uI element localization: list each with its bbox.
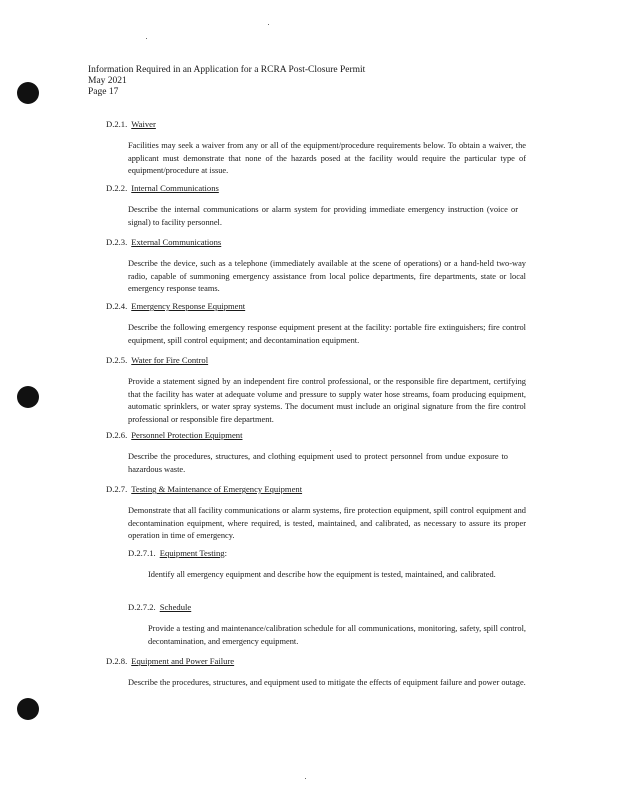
section-number: D.2.6.: [106, 430, 128, 440]
section-heading-schedule: [128, 602, 191, 613]
section-body-equipment-power-failure: Describe the procedures, structures, and equipment used to mitigate the effects of equipment failure and power outage.: [128, 678, 526, 687]
section-heading-equipment-power-failure: [106, 656, 234, 667]
document-header: [88, 65, 365, 98]
section-number: D.2.3.: [106, 237, 128, 247]
section-heading-internal-communications: [106, 183, 219, 194]
header-title: Information Required in an Application for a RCRA Post-Closure Permit: [88, 65, 366, 75]
section-body-testing-maintenance: Demonstrate that all facility communications or alarm systems, fire protection equipment, spill control equipment and decontamination equipment, where required, is tested, maintained, and calibrated, as necessary to assure its proper operation in time of emergency.: [128, 506, 526, 540]
binder-hole-bottom: [17, 698, 39, 720]
section-number: D.2.5.: [106, 355, 128, 365]
section-title: Schedule: [159, 602, 192, 612]
binder-hole-top: [17, 82, 39, 104]
binder-hole-middle: [17, 386, 39, 408]
section-number: D.2.1.: [106, 119, 128, 129]
section-number: D.2.8.: [106, 656, 128, 666]
section-heading-emergency-response-equipment: [106, 301, 245, 312]
section-heading-waiver: [106, 119, 156, 130]
header-page-number: Page 17: [88, 87, 119, 97]
section-title: Personnel Protection Equipment: [131, 430, 243, 440]
section-body-waiver: Facilities may seek a waiver from any or all of the equipment/procedure requirements below. To obtain a waiver, the applicant must demonstrate that none of the hazards posed at the facility would require the particular type of equipment/procedure at issue.: [128, 141, 526, 175]
section-number: D.2.4.: [106, 301, 128, 311]
section-number: D.2.2.: [106, 183, 128, 193]
section-title: Equipment and Power Failure: [131, 656, 235, 666]
section-body-water-for-fire-control: Provide a statement signed by an independent fire control professional, or the responsible fire department, certifying that the facility has water at adequate volume and pressure to supply water hose streams, foam producing equipment, automatic sprinklers, or water spray systems. The document must include an original signature from the fire control professional or responsible fire department.: [128, 377, 526, 424]
section-heading-testing-maintenance: [106, 484, 302, 495]
section-title: Testing & Maintenance of Emergency Equipment: [131, 484, 303, 494]
scan-speck: [146, 38, 147, 39]
section-body-equipment-testing: Identify all emergency equipment and describe how the equipment is tested, maintained, and calibrated.: [148, 570, 496, 579]
section-heading-external-communications: [106, 237, 221, 248]
section-title: Emergency Response Equipment: [131, 301, 246, 311]
section-title-suffix: :: [224, 548, 227, 558]
header-date: May 2021: [88, 76, 127, 86]
scan-speck: [305, 778, 306, 779]
scan-speck: [268, 24, 269, 25]
section-title: Internal Communications: [131, 183, 219, 193]
section-title: Water for Fire Control: [131, 355, 209, 365]
section-body-schedule: Provide a testing and maintenance/calibration schedule for all communications, monitoring, safety, spill control, decontamination, and emergency equipment.: [148, 624, 526, 646]
section-number: D.2.7.: [106, 484, 128, 494]
section-heading-equipment-testing: [128, 548, 227, 559]
section-title: External Communications: [131, 237, 222, 247]
section-number: D.2.7.2.: [128, 602, 156, 612]
section-number: D.2.7.1.: [128, 548, 156, 558]
section-title: Waiver: [131, 119, 156, 129]
section-body-external-communications: Describe the device, such as a telephone (immediately available at the scene of operations) or a hand-held two-way radio, capable of summoning emergency assistance from local police departments, fire departments, state or local emergency response teams.: [128, 259, 526, 293]
section-body-personnel-protection-equipment: Describe the procedures, structures, and clothing equipment used to protect personnel from undue exposure to hazardous waste.: [128, 452, 508, 474]
section-body-internal-communications: Describe the internal communications or alarm system for providing immediate emergency instruction (voice or signal) to facility personnel.: [128, 205, 518, 227]
section-heading-water-for-fire-control: [106, 355, 208, 366]
section-heading-personnel-protection-equipment: [106, 430, 242, 441]
section-title: Equipment Testing: [159, 548, 225, 558]
section-body-emergency-response-equipment: Describe the following emergency response equipment present at the facility: portable fire extinguishers; fire control equipment, spill control equipment; and decontamination equipment.: [128, 323, 526, 345]
